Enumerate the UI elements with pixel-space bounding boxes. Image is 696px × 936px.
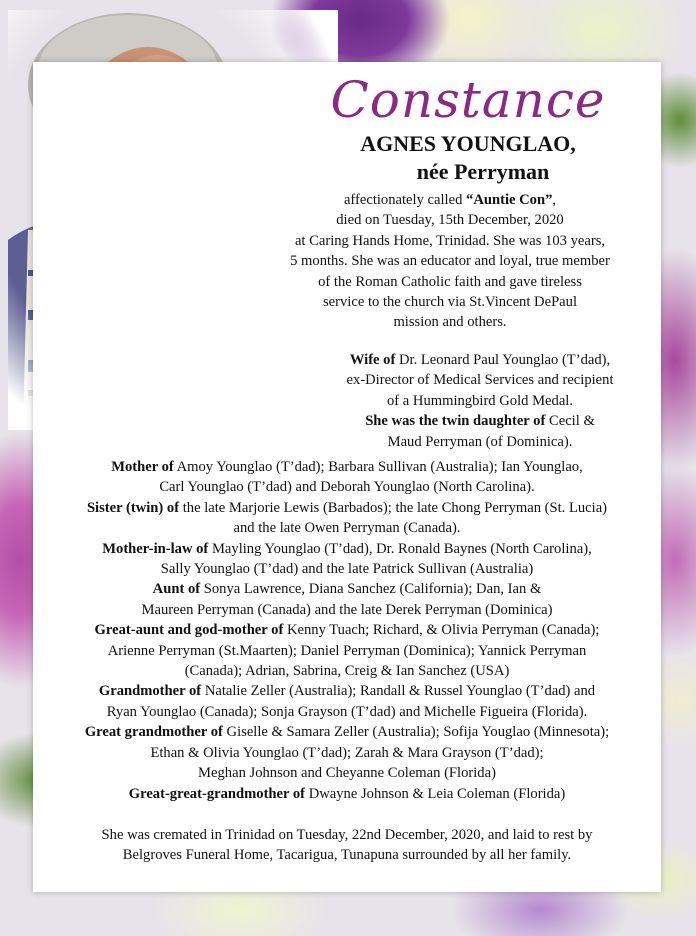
intro-paragraph — [240, 190, 660, 333]
full-name: AGNES YOUNGLAO, — [360, 131, 576, 156]
family-line: and the late Owen Perryman (Canada). — [233, 520, 461, 537]
relation-label: Mother-in-law of — [102, 540, 209, 557]
relation-text: Sonya Lawrence, Diana Sanchez (California); Dan, Ian & — [200, 581, 542, 598]
intro-text: , — [552, 192, 557, 208]
intro-line: died on Tuesday, 15th December, 2020 — [336, 212, 564, 229]
family-line — [33, 539, 661, 559]
family-line — [33, 784, 661, 804]
spouse-line — [300, 350, 660, 370]
nickname: “Auntie Con” — [466, 192, 553, 208]
closing-paragraph — [33, 825, 661, 866]
relation-text: Mayling Younglao (T’dad), Dr. Ronald Baynes (North Carolina), — [208, 540, 592, 557]
family-list — [33, 457, 661, 804]
relation-text: Kenny Tuach; Richard, & Olivia Perryman (Canada); — [283, 622, 600, 639]
spouse-line: ex-Director of Medical Services and recipient — [346, 372, 614, 389]
relation-label: Wife of — [349, 352, 396, 368]
intro-line — [240, 190, 660, 210]
relation-text: Natalie Zeller (Australia); Randall & Russel Younglao (T’dad) and — [201, 683, 596, 700]
family-line — [33, 457, 661, 477]
family-line: Arienne Perryman (St.Maarten); Daniel Perryman (Dominica); Yannick Perryman — [107, 642, 587, 659]
closing-line: She was cremated in Trinidad on Tuesday, 22nd December, 2020, and laid to rest by — [101, 827, 593, 843]
family-line: Maureen Perryman (Canada) and the late Derek Perryman (Dominica) — [141, 601, 553, 618]
relation-label: Great grandmother of — [84, 724, 223, 741]
relation-text: Dwayne Johnson & Leia Coleman (Florida) — [305, 785, 566, 802]
family-line: Sally Younglao (T’dad) and the late Patrick Sullivan (Australia) — [160, 561, 534, 578]
maiden-name: née Perryman — [416, 159, 550, 184]
spouse-line: of a Hummingbird Gold Medal. — [386, 392, 574, 409]
relation-label: Sister (twin) of — [86, 499, 180, 516]
name-header — [283, 72, 653, 186]
closing-line: Belgroves Funeral Home, Tacarigua, Tunapuna surrounded by all her family. — [122, 847, 572, 864]
spouse-line: Maud Perryman (of Dominica). — [387, 433, 573, 450]
family-line — [33, 681, 661, 701]
relation-label: Grandmother of — [98, 683, 202, 700]
intro-line: service to the church via St.Vincent DePaul — [322, 294, 578, 311]
first-name: Constance — [330, 71, 606, 129]
family-line — [33, 498, 661, 518]
relation-label: She was the twin daughter of — [365, 413, 546, 430]
intro-line: of the Roman Catholic faith and gave tireless — [318, 273, 582, 290]
family-line — [33, 579, 661, 599]
intro-text: affectionately called — [343, 192, 467, 208]
relation-text: Cecil & — [545, 413, 595, 430]
intro-line: 5 months. She was an educator and loyal, true member — [290, 253, 610, 270]
relation-text: Giselle & Samara Zeller (Australia); Sofija Youglao (Minnesota); — [222, 724, 610, 741]
family-line: Meghan Johnson and Cheyanne Coleman (Florida) — [198, 765, 496, 782]
spouse-line — [300, 411, 660, 431]
family-line: Carl Younglao (T’dad) and Deborah Younglao (North Carolina). — [159, 479, 535, 496]
intro-line: mission and others. — [393, 314, 507, 331]
family-line — [33, 722, 661, 742]
family-line — [33, 620, 661, 640]
relation-text: Dr. Leonard Paul Younglao (T’dad), — [395, 352, 611, 368]
family-line: Ethan & Olivia Younglao (T’dad); Zarah & Mara Grayson (T’dad); — [150, 744, 544, 761]
relation-label: Great-great-grandmother of — [128, 785, 306, 802]
relation-text: Amoy Younglao (T’dad); Barbara Sullivan (Australia); Ian Younglao, — [173, 459, 583, 475]
relation-label: Mother of — [111, 459, 174, 475]
relation-label: Great-aunt and god-mother of — [94, 622, 284, 639]
relation-text: the late Marjorie Lewis (Barbados); the late Chong Perryman (St. Lucia) — [179, 499, 608, 516]
relation-label: Aunt of — [152, 581, 201, 598]
intro-line: at Caring Hands Home, Trinidad. She was 103 years, — [294, 232, 606, 249]
family-line: (Canada); Adrian, Sabrina, Creig & Ian Sanchez (USA) — [184, 663, 510, 680]
family-line: Ryan Younglao (Canada); Sonja Grayson (T’dad) and Michelle Figueira (Florida). — [106, 703, 588, 720]
spouse-paragraph — [300, 350, 660, 452]
